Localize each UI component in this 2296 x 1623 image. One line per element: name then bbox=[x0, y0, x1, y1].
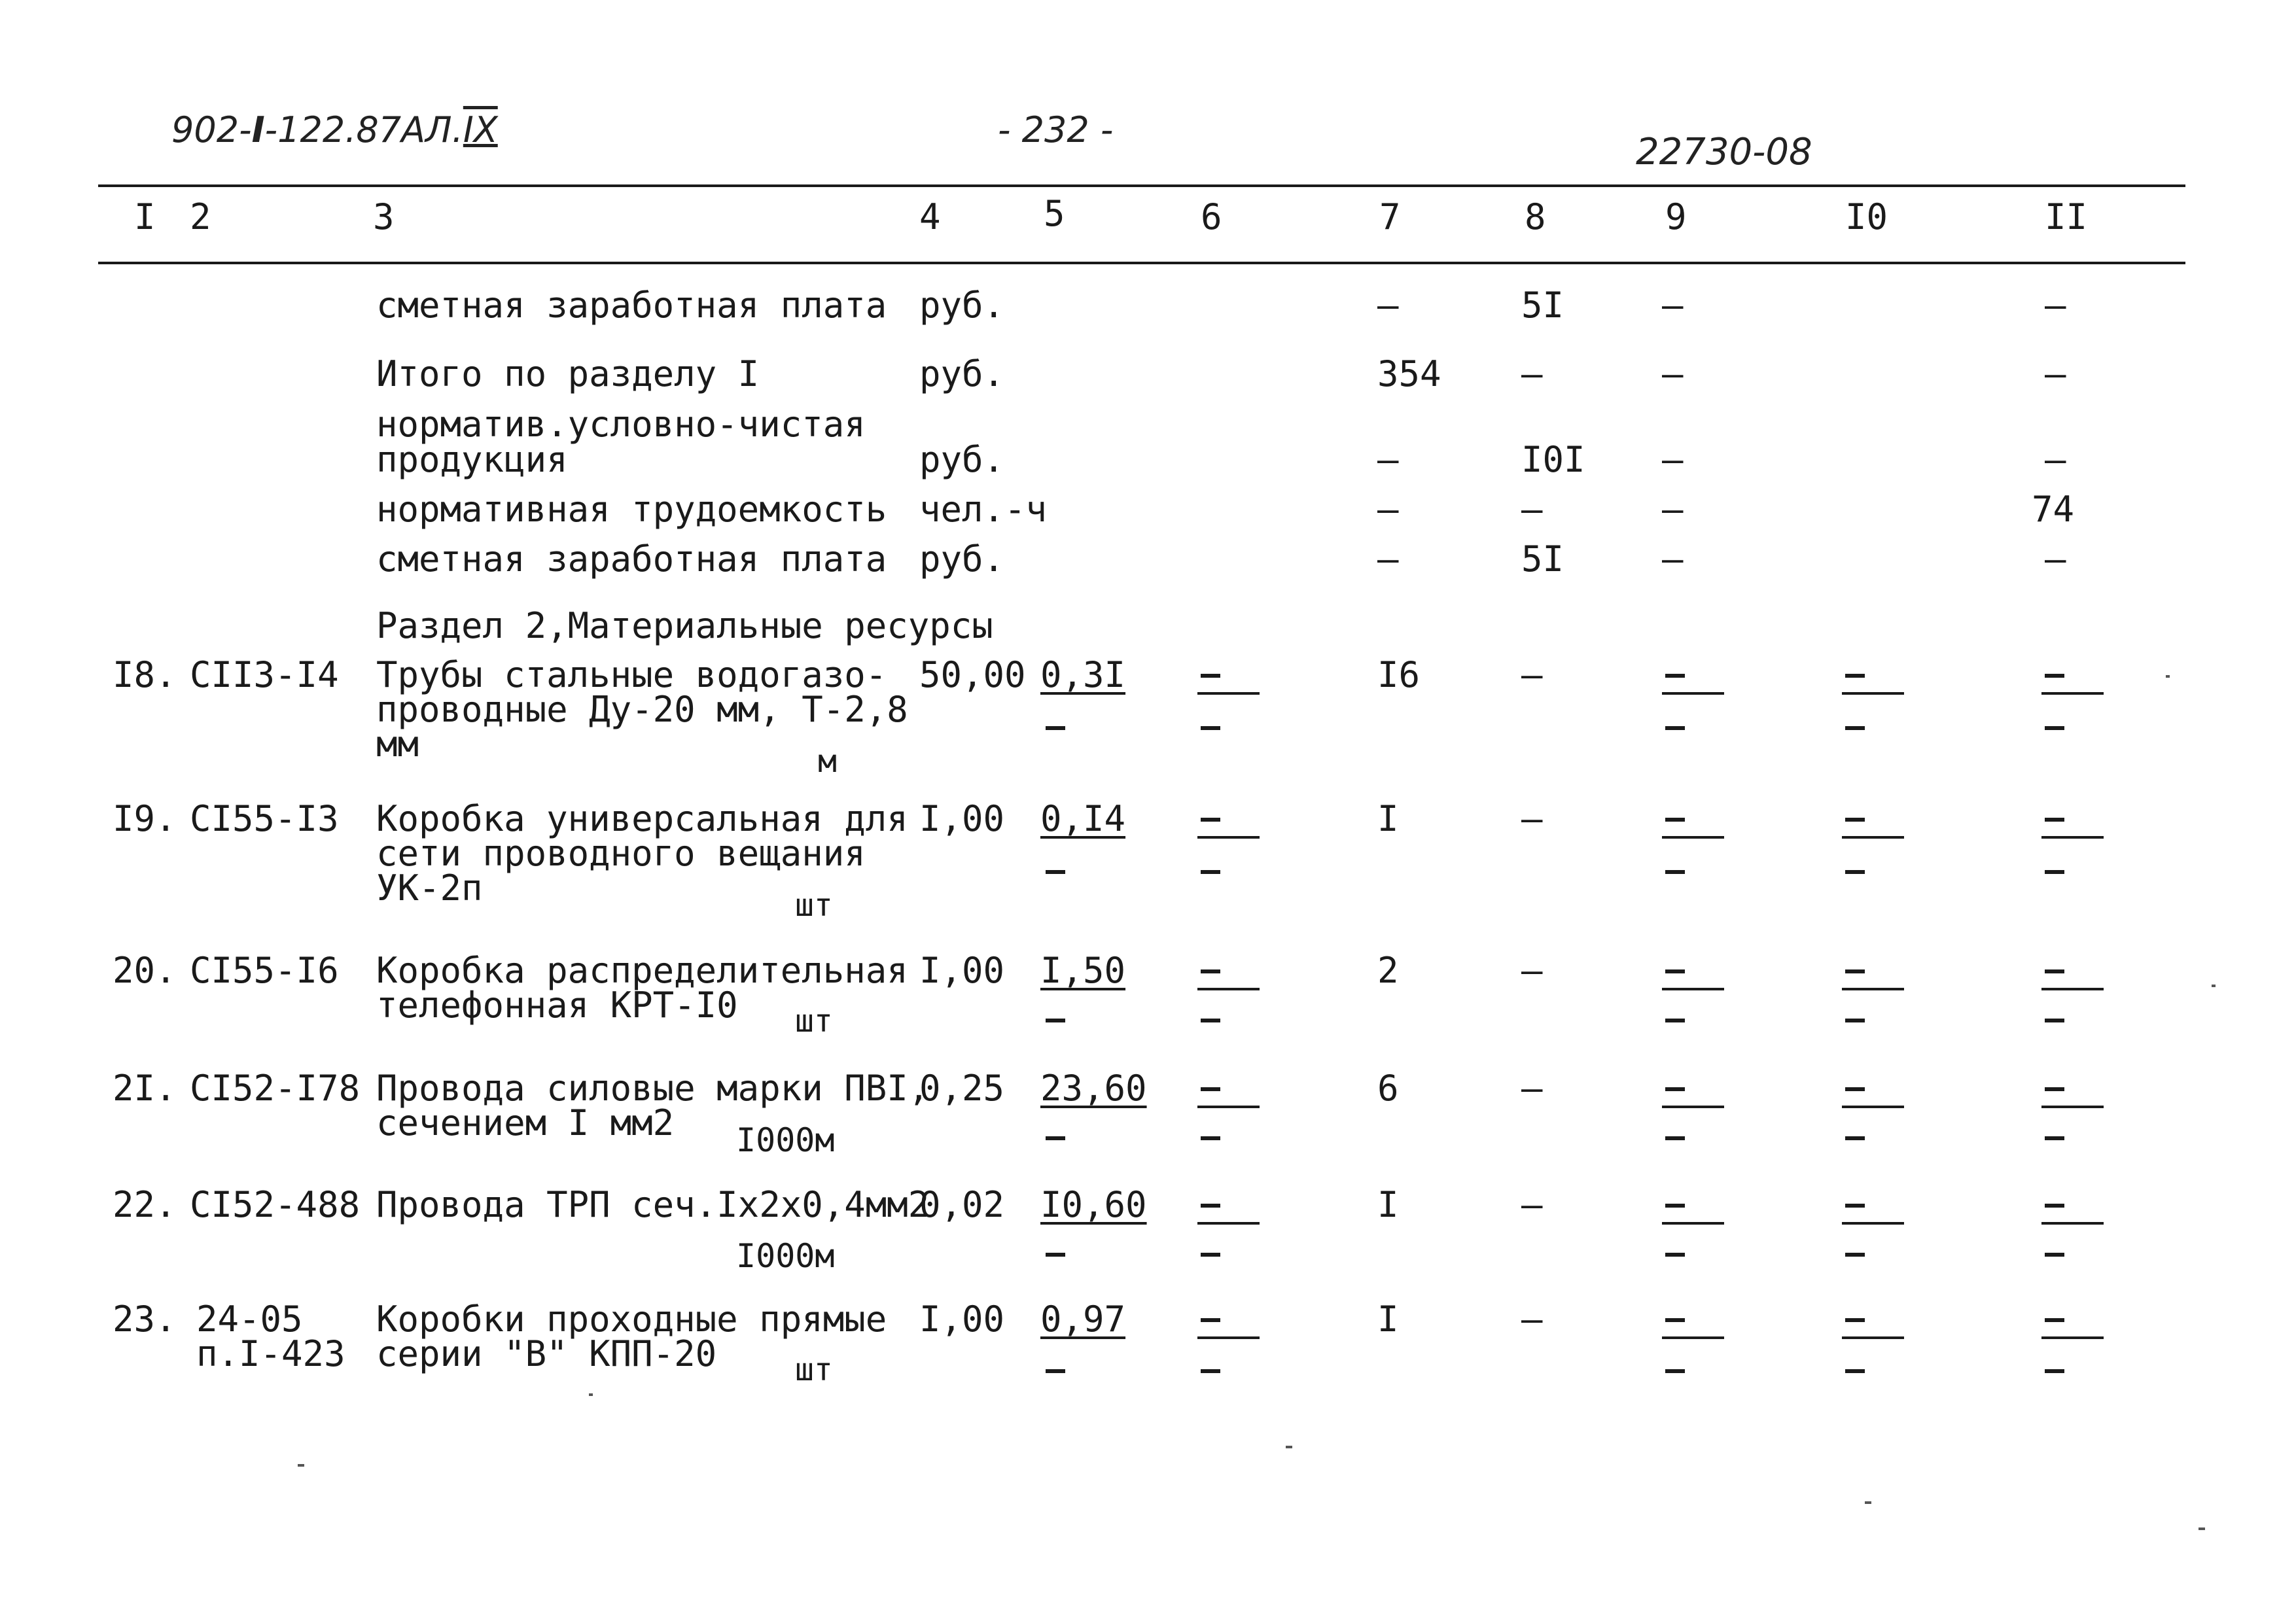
document-code bbox=[171, 109, 498, 150]
item-name-line: телефонная КРТ-I0 bbox=[376, 985, 738, 1026]
section-title: Раздел 2,Материальные ресурсы bbox=[376, 605, 993, 646]
item-code: СI52-488 bbox=[190, 1184, 361, 1225]
dash-col6 bbox=[1201, 1253, 1220, 1257]
dash-col10 bbox=[1845, 1318, 1865, 1322]
summary-col11: – bbox=[2045, 353, 2066, 394]
underline-col11 bbox=[2041, 836, 2104, 839]
summary-col8: – bbox=[1521, 489, 1543, 530]
item-number: 20. bbox=[113, 950, 177, 991]
scan-speck bbox=[589, 1393, 593, 1396]
summary-col7: – bbox=[1377, 285, 1399, 326]
item-price: 0,97 bbox=[1040, 1299, 1126, 1340]
dash-col6 bbox=[1201, 870, 1220, 874]
col-number-4: 4 bbox=[919, 196, 941, 237]
dash-col9 bbox=[1665, 1019, 1685, 1022]
underline-col11 bbox=[2041, 1336, 2104, 1339]
item-price: 0,I4 bbox=[1040, 798, 1126, 839]
item-col8: – bbox=[1521, 1184, 1543, 1225]
underline-col6 bbox=[1197, 1336, 1260, 1339]
dash-col11 bbox=[2045, 1253, 2064, 1257]
dash-col11 bbox=[2045, 1204, 2064, 1208]
dash-col11 bbox=[2045, 1087, 2064, 1091]
item-name-line: серии "В" КПП-20 bbox=[376, 1333, 717, 1374]
table-header-rule bbox=[98, 262, 2185, 264]
summary-col8: I0I bbox=[1521, 439, 1585, 480]
item-code-line2: п.I-423 bbox=[196, 1333, 345, 1374]
dash-col6 bbox=[1201, 1019, 1220, 1022]
item-name-line: мм bbox=[376, 724, 419, 765]
item-col7: I bbox=[1377, 1299, 1399, 1340]
underline-col11 bbox=[2041, 1106, 2104, 1108]
col-number-11: II bbox=[2045, 196, 2088, 237]
col-number-7: 7 bbox=[1379, 196, 1401, 237]
dash-col6 bbox=[1201, 674, 1220, 678]
item-quantity: 0,25 bbox=[919, 1068, 1005, 1109]
underline-col6 bbox=[1197, 988, 1260, 990]
summary-col9: – bbox=[1662, 439, 1684, 480]
dash-col11 bbox=[2045, 674, 2064, 678]
scan-speck bbox=[1286, 1446, 1292, 1448]
underline-col6 bbox=[1197, 836, 1260, 839]
summary-col9: – bbox=[1662, 538, 1684, 580]
underline-col9 bbox=[1662, 1222, 1724, 1225]
dash-col5 bbox=[1046, 870, 1065, 874]
doc-code-roman: I bbox=[251, 109, 265, 150]
item-col8: – bbox=[1521, 798, 1543, 839]
underline-col6 bbox=[1197, 1222, 1260, 1225]
item-unit: шт bbox=[795, 887, 833, 924]
item-name-line: Трубы стальные водогазо- bbox=[376, 654, 887, 695]
doc-code-prefix: 902- bbox=[171, 109, 252, 150]
dash-col10 bbox=[1845, 1204, 1865, 1208]
dash-col10 bbox=[1845, 1369, 1865, 1373]
dash-col5 bbox=[1046, 1369, 1065, 1373]
item-quantity: 50,00 bbox=[919, 654, 1026, 695]
item-number: I9. bbox=[113, 798, 177, 839]
summary-name: сметная заработная плата bbox=[376, 285, 887, 326]
col-number-10: I0 bbox=[1845, 196, 1888, 237]
underline-col9 bbox=[1662, 988, 1724, 990]
table-top-rule bbox=[98, 184, 2185, 187]
dash-col10 bbox=[1845, 1019, 1865, 1022]
item-name-line: Коробка распределительная bbox=[376, 950, 908, 991]
dash-col9 bbox=[1665, 1253, 1685, 1257]
item-number: 2I. bbox=[113, 1068, 177, 1109]
doc-code-album: IX bbox=[463, 109, 498, 150]
dash-col10 bbox=[1845, 969, 1865, 973]
item-unit: I000м bbox=[736, 1121, 835, 1159]
summary-col9: – bbox=[1662, 353, 1684, 394]
dash-col10 bbox=[1845, 1087, 1865, 1091]
underline-col9 bbox=[1662, 1336, 1724, 1339]
item-code: СII3-I4 bbox=[190, 654, 339, 695]
underline-col9 bbox=[1662, 836, 1724, 839]
item-unit: м bbox=[818, 743, 837, 780]
item-col7: I bbox=[1377, 1184, 1399, 1225]
item-quantity: I,00 bbox=[919, 950, 1005, 991]
item-number: 23. bbox=[113, 1299, 177, 1340]
summary-col8: 5I bbox=[1521, 285, 1564, 326]
item-code: СI55-I3 bbox=[190, 798, 339, 839]
summary-col9: – bbox=[1662, 285, 1684, 326]
underline-col10 bbox=[1842, 692, 1904, 695]
summary-col7: 354 bbox=[1377, 353, 1441, 394]
dash-col10 bbox=[1845, 1253, 1865, 1257]
summary-col7: – bbox=[1377, 439, 1399, 480]
summary-col7: – bbox=[1377, 489, 1399, 530]
col-number-5: 5 bbox=[1044, 193, 1065, 234]
dash-col9 bbox=[1665, 870, 1685, 874]
item-price: I,50 bbox=[1040, 950, 1126, 991]
summary-unit: чел.-ч bbox=[919, 489, 1048, 530]
dash-col9 bbox=[1665, 1318, 1685, 1322]
dash-col11 bbox=[2045, 1019, 2064, 1022]
item-code: СI55-I6 bbox=[190, 950, 339, 991]
dash-col10 bbox=[1845, 726, 1865, 730]
scan-speck bbox=[2212, 985, 2216, 987]
item-name-line: проводные Ду-20 мм, Т-2,8 bbox=[376, 689, 908, 730]
col-number-3: 3 bbox=[373, 196, 395, 237]
summary-unit: руб. bbox=[919, 285, 1005, 326]
item-code: 24-05 bbox=[196, 1299, 303, 1340]
dash-col6 bbox=[1201, 818, 1220, 822]
dash-col10 bbox=[1845, 1136, 1865, 1140]
summary-col8: 5I bbox=[1521, 538, 1564, 580]
item-quantity: I,00 bbox=[919, 798, 1005, 839]
item-unit: I000м bbox=[736, 1237, 835, 1275]
item-col7: I bbox=[1377, 798, 1399, 839]
item-price: I0,60 bbox=[1040, 1184, 1147, 1225]
item-code: СI52-I78 bbox=[190, 1068, 361, 1109]
underline-col10 bbox=[1842, 988, 1904, 990]
summary-col11: – bbox=[2045, 538, 2066, 580]
dash-col5 bbox=[1046, 1136, 1065, 1140]
summary-col11: 74 bbox=[2032, 489, 2075, 530]
dash-col6 bbox=[1201, 1318, 1220, 1322]
underline-col6 bbox=[1197, 1106, 1260, 1108]
item-number: 22. bbox=[113, 1184, 177, 1225]
item-price: 0,3I bbox=[1040, 654, 1126, 695]
item-unit: шт bbox=[795, 1352, 833, 1388]
dash-col9 bbox=[1665, 1369, 1685, 1373]
item-col8: – bbox=[1521, 950, 1543, 991]
dash-col9 bbox=[1665, 1087, 1685, 1091]
dash-col11 bbox=[2045, 969, 2064, 973]
summary-unit: руб. bbox=[919, 439, 1005, 480]
underline-col10 bbox=[1842, 1106, 1904, 1108]
underline-col11 bbox=[2041, 692, 2104, 695]
summary-name: нормативная трудоемкость bbox=[376, 489, 887, 530]
item-name-line: сечением I мм2 bbox=[376, 1102, 675, 1143]
summary-col11: – bbox=[2045, 439, 2066, 480]
dash-col10 bbox=[1845, 870, 1865, 874]
dash-col9 bbox=[1665, 818, 1685, 822]
item-quantity: I,00 bbox=[919, 1299, 1005, 1340]
underline-col11 bbox=[2041, 1222, 2104, 1225]
item-col7: I6 bbox=[1377, 654, 1421, 695]
item-name-line: Коробка универсальная для bbox=[376, 798, 908, 839]
summary-name: Итого по разделу I bbox=[376, 353, 760, 394]
col-number-6: 6 bbox=[1201, 196, 1222, 237]
dash-col11 bbox=[2045, 1369, 2064, 1373]
dash-col9 bbox=[1665, 1204, 1685, 1208]
col-number-9: 9 bbox=[1665, 196, 1687, 237]
item-name-line: Провода ТРП сеч.Iх2х0,4мм2 bbox=[376, 1184, 930, 1225]
dash-col6 bbox=[1201, 969, 1220, 973]
item-col8: – bbox=[1521, 654, 1543, 695]
dash-col6 bbox=[1201, 1136, 1220, 1140]
item-quantity: 0,02 bbox=[919, 1184, 1005, 1225]
dash-col9 bbox=[1665, 969, 1685, 973]
dash-col5 bbox=[1046, 726, 1065, 730]
underline-col9 bbox=[1662, 1106, 1724, 1108]
underline-col10 bbox=[1842, 1336, 1904, 1339]
item-unit: шт bbox=[795, 1003, 833, 1039]
item-col8: – bbox=[1521, 1068, 1543, 1109]
dash-col9 bbox=[1665, 1136, 1685, 1140]
summary-col7: – bbox=[1377, 538, 1399, 580]
dash-col6 bbox=[1201, 1087, 1220, 1091]
dash-col10 bbox=[1845, 818, 1865, 822]
doc-code-mid: -122.87АЛ. bbox=[264, 109, 463, 150]
item-name-line: сети проводного вещания bbox=[376, 833, 866, 874]
summary-unit: руб. bbox=[919, 538, 1005, 580]
dash-col6 bbox=[1201, 1369, 1220, 1373]
underline-col10 bbox=[1842, 1222, 1904, 1225]
dash-col5 bbox=[1046, 1019, 1065, 1022]
summary-name-line2: продукция bbox=[376, 439, 568, 480]
scan-speck bbox=[2166, 675, 2170, 678]
dash-col6 bbox=[1201, 726, 1220, 730]
col-number-1: I bbox=[134, 196, 156, 237]
item-col7: 2 bbox=[1377, 950, 1399, 991]
summary-unit: руб. bbox=[919, 353, 1005, 394]
scan-speck bbox=[1865, 1501, 1871, 1504]
item-name-line: Провода силовые марки ПВI, bbox=[376, 1068, 930, 1109]
underline-col9 bbox=[1662, 692, 1724, 695]
dash-col5 bbox=[1046, 1253, 1065, 1257]
dash-col10 bbox=[1845, 674, 1865, 678]
summary-name-line1: норматив.условно-чистая bbox=[376, 404, 866, 445]
dash-col9 bbox=[1665, 674, 1685, 678]
item-price: 23,60 bbox=[1040, 1068, 1147, 1109]
col-number-2: 2 bbox=[190, 196, 211, 237]
underline-col11 bbox=[2041, 988, 2104, 990]
page-number: - 232 - bbox=[998, 109, 1114, 150]
dash-col11 bbox=[2045, 870, 2064, 874]
summary-col9: – bbox=[1662, 489, 1684, 530]
dash-col9 bbox=[1665, 726, 1685, 730]
scan-speck bbox=[2199, 1527, 2205, 1530]
item-name-line: Коробки проходные прямые bbox=[376, 1299, 887, 1340]
inventory-number: 22730-08 bbox=[1636, 131, 1812, 173]
item-col8: – bbox=[1521, 1299, 1543, 1340]
summary-col8: – bbox=[1521, 353, 1543, 394]
underline-col10 bbox=[1842, 836, 1904, 839]
dash-col11 bbox=[2045, 726, 2064, 730]
dash-col11 bbox=[2045, 1318, 2064, 1322]
col-number-8: 8 bbox=[1525, 196, 1546, 237]
underline-col6 bbox=[1197, 692, 1260, 695]
item-name-line: УК-2п bbox=[376, 867, 483, 909]
summary-name: сметная заработная плата bbox=[376, 538, 887, 580]
scan-speck bbox=[298, 1464, 304, 1467]
dash-col11 bbox=[2045, 818, 2064, 822]
dash-col6 bbox=[1201, 1204, 1220, 1208]
summary-col11: – bbox=[2045, 285, 2066, 326]
dash-col11 bbox=[2045, 1136, 2064, 1140]
item-col7: 6 bbox=[1377, 1068, 1399, 1109]
item-number: I8. bbox=[113, 654, 177, 695]
